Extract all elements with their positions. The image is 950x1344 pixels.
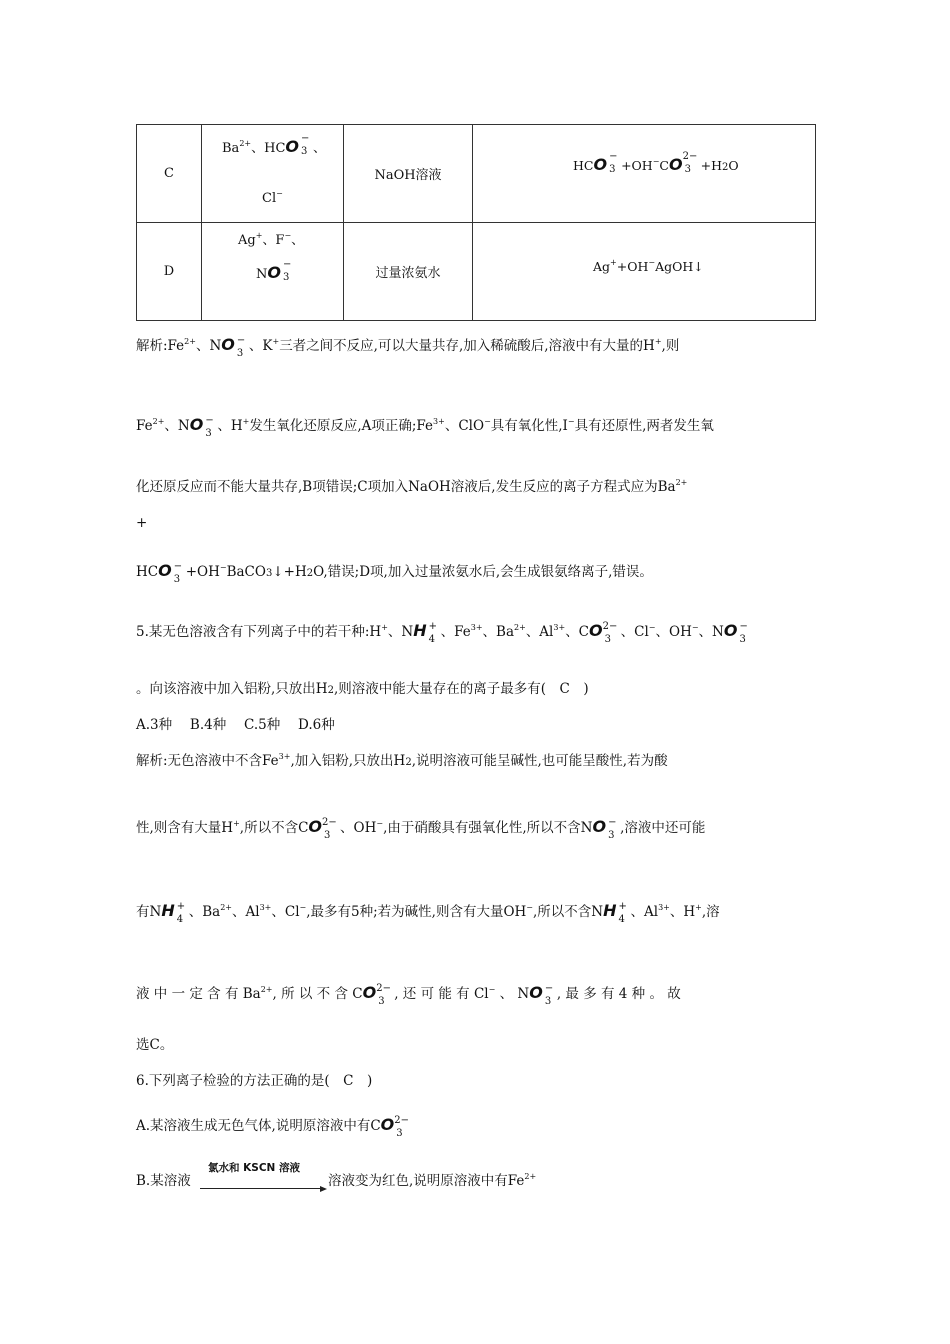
q6-stem: 6.下列离子检验的方法正确的是( C ) xyxy=(136,1073,373,1089)
equation-cell: HCO − 3 +OH−CO 2− 3 +H2O xyxy=(473,125,816,223)
reagent-cell: 过量浓氨水 xyxy=(344,223,473,321)
equation-cell: Ag++OH−AgOH↓ xyxy=(473,223,816,321)
q5-options: A.3种 B.4种 C.5种 D.6种 xyxy=(136,717,335,733)
table-row xyxy=(137,125,816,223)
ions-cell: Ag+、F−、 NO − 3 xyxy=(202,223,344,321)
ions-cell: $Ba^{2+}$、HCO − 3 、 Cl− xyxy=(202,125,344,223)
arrow-head-icon xyxy=(320,1186,327,1192)
q5-line2: 。向该溶液中加入铝粉,只放出H2,则溶液中能大量存在的离子最多有( C ) xyxy=(136,681,589,697)
analysis5-line2: 性,则含有大量H+,所以不含CO 2− 3 、OH−,由于硝酸具有强氧化性,所以不含NO − 3 ,溶液中还可能 xyxy=(136,817,706,841)
analysis4-line5: HCO − 3 +OH−BaCO3↓+H2O,错误;D项,加入过量浓氨水后,会生成银氨络离子,错误。 xyxy=(136,561,653,585)
row-label: C xyxy=(137,125,202,223)
table-row xyxy=(137,223,816,321)
analysis4-line4: + xyxy=(136,515,148,531)
arrow-shaft xyxy=(200,1188,320,1189)
reagent-cell: NaOH溶液 xyxy=(344,125,473,223)
analysis5-line5: 选C。 xyxy=(136,1037,174,1053)
arrow-label: 氯水和 KSCN 溶液 xyxy=(208,1162,301,1174)
row-label: D xyxy=(137,223,202,321)
reaction-arrow xyxy=(200,1160,328,1186)
q6-option-b-pre: B.某溶液 xyxy=(136,1173,191,1189)
analysis5-line1: 解析:无色溶液中不含$Fe^{3+}$,加入铝粉,只放出H2,说明溶液可能呈碱性,也可能呈酸性,若为酸 xyxy=(136,752,668,769)
q5-line1: 5.某无色溶液含有下列离子中的若干种:H+、NH + 4 、$Fe^{3+}$、$Ba^{2+}$、$Al^{3+}$、CO 2− 3 、Cl−、OH−、NO − 3 xyxy=(136,621,748,645)
analysis5-line4: 液 中 一 定 含 有 $Ba^{2+}$, 所 以 不 含 CO 2− 3 , 还 可 能 有 Cl− 、 NO − 3 , 最 多 有 4 种 。 故 xyxy=(136,983,681,1007)
analysis4-line1: 解析$:Fe^{2+}$、NO − 3 、K+三者之间不反应,可以大量共存,加入稀硫酸后,溶液中有大量的H+,则 xyxy=(136,335,680,359)
analysis5-line3: 有NH + 4 、$Ba^{2+}$、$Al^{3+}$、Cl−,最多有5种;若为碱性,则含有大量OH−,所以不含NH + 4 、$Al^{3+}$、H+,溶 xyxy=(136,901,720,925)
ion-table xyxy=(136,124,816,321)
q6-option-b-post: 溶液变为红色,说明原溶液中有$Fe^{2+}$ xyxy=(328,1172,537,1189)
analysis4-line2: $Fe^{2+}$、NO − 3 、H+发生氧化还原反应,A项正确$;Fe^{3+}$、ClO−具有氧化性,I−具有还原性,两者发生氧 xyxy=(136,415,714,439)
q6-option-a: A.某溶液生成无色气体,说明原溶液中有CO 2− 3 xyxy=(136,1115,410,1139)
analysis4-line3: 化还原反应而不能大量共存,B项错误;C项加入NaOH溶液后,发生反应的离子方程式应为$Ba^{2+}$ xyxy=(136,478,688,495)
